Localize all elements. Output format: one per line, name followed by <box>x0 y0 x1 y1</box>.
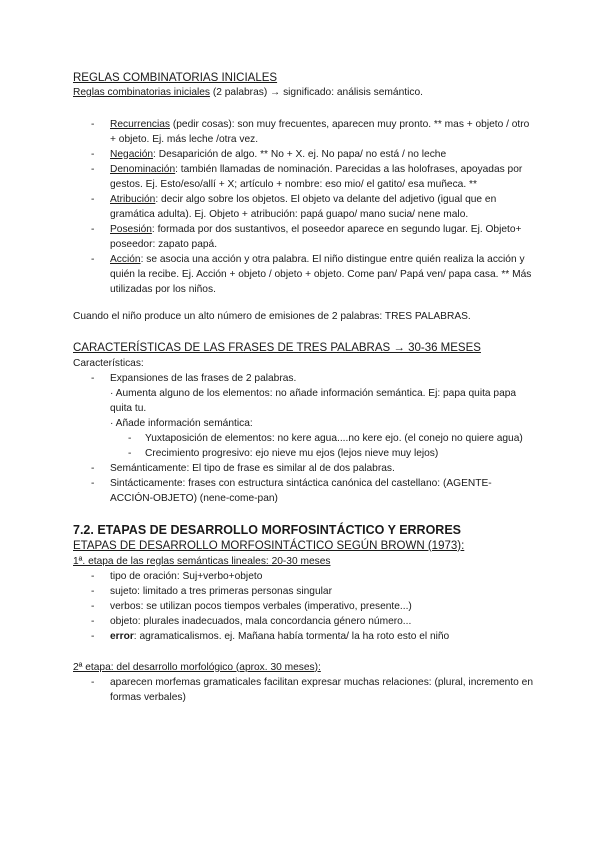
closing-paragraph: Cuando el niño produce un alto número de emisiones de 2 palabras: TRES PALABRAS. <box>73 310 471 322</box>
section-title-etapas: 7.2. ETAPAS DE DESARROLLO MORFOSINTÁCTICO Y ERRORES <box>73 522 462 537</box>
list-item: - Denominación: también llamadas de nominación. Parecidas a las holofrases, apoyadas por gestos. Ej. Esto/eso/allí + X; artículo + nombre: eso mio/ el gatito/ esa muñeca. ** <box>73 162 533 192</box>
stage-1-heading: 1ª. etapa de las reglas semánticas lineales: 20-30 meses <box>73 555 331 567</box>
characteristics-list-2 <box>73 461 533 506</box>
sub-point-anade: · Añade información semántica: <box>110 417 253 429</box>
list-item: - Acción: se asocia una acción y otra palabra. El niño distingue entre quién realiza la acción y quién la recibe. Ej. Acción + objeto / objeto + objeto. Come pan/ Papá ven/ papa casa. ** Más utilizadas por los niños. <box>73 252 533 297</box>
list-item: - Crecimiento progresivo: ejo nieve mu ejos (lejos nieve muy lejos) <box>73 446 533 461</box>
list-item: - Semánticamente: El tipo de frase es similar al de dos palabras. <box>73 461 533 476</box>
list-item: - Negación: Desaparición de algo. ** No + X. ej. No papa/ no está / no leche <box>73 147 533 162</box>
intro-link: Reglas combinatorias iniciales <box>73 87 211 98</box>
sub-list <box>73 431 533 461</box>
stage-2-heading: 2ª etapa: del desarrollo morfológico (aprox. 30 meses): <box>73 661 321 673</box>
sub-point-aumenta: · Aumenta alguno de los elementos: no añade información semántica. Ej: papa quita papa quita tu. <box>110 387 517 414</box>
list-item: - Posesión: formada por dos sustantivos, el poseedor aparece en segundo lugar. Ej. Objeto+ poseedor: zapato papá. <box>73 222 533 252</box>
section-subtitle-brown: ETAPAS DE DESARROLLO MORFOSINTÁCTICO SEGÚN BROWN (1973): <box>73 539 465 552</box>
list-item: - Atribución: decir algo sobre los objetos. El objeto va delante del adjetivo (igual que en gramática adulta). Ej. Objeto + atribución: papá guapo/ mano sucia/ nene malo. <box>73 192 533 222</box>
list-item: - error: agramaticalismos. ej. Mañana había tormenta/ la ha roto esto el niño <box>73 629 533 644</box>
combinatory-rules-list <box>73 117 533 297</box>
list-item: - tipo de oración: Suj+verbo+objeto <box>73 569 533 584</box>
stage-1-list <box>73 569 533 644</box>
list-item: - aparecen morfemas gramaticales facilitan expresar muchas relaciones: (plural, incremento en formas verbales) <box>73 675 533 705</box>
list-item: - verbos: se utilizan pocos tiempos verbales (imperativo, presente...) <box>73 599 533 614</box>
stage-2-list <box>73 675 533 705</box>
list-item: - objeto: plurales inadecuados, mala concordancia género número... <box>73 614 533 629</box>
characteristics-list <box>73 371 533 386</box>
list-item: - Recurrencias (pedir cosas): son muy frecuentes, aparecen muy pronto. ** mas + objeto / otro + objeto. Ej. más leche /otra vez. <box>73 117 533 147</box>
intro-rest: (2 palabras) → significado: análisis semántico. <box>210 87 423 98</box>
list-item: - Yuxtaposición de elementos: no kere agua....no kere ejo. (el conejo no quiere agua) <box>73 431 533 446</box>
section-heading-tres-palabras: CARACTERÍSTICAS DE LAS FRASES DE TRES PALABRAS → 30-36 MESES <box>73 341 481 354</box>
section-heading-reglas: REGLAS COMBINATORIAS INICIALES <box>73 72 278 84</box>
characteristics-label: Características: <box>73 357 144 369</box>
list-item: - sujeto: limitado a tres primeras personas singular <box>73 584 533 599</box>
list-item: - Sintácticamente: frases con estructura sintáctica canónica del castellano: (AGENTE-ACCIÓN-OBJETO) (nene-come-pan) <box>73 476 533 506</box>
document-page <box>73 70 533 705</box>
intro-line <box>73 86 533 101</box>
list-item: - Expansiones de las frases de 2 palabras. <box>73 371 533 386</box>
